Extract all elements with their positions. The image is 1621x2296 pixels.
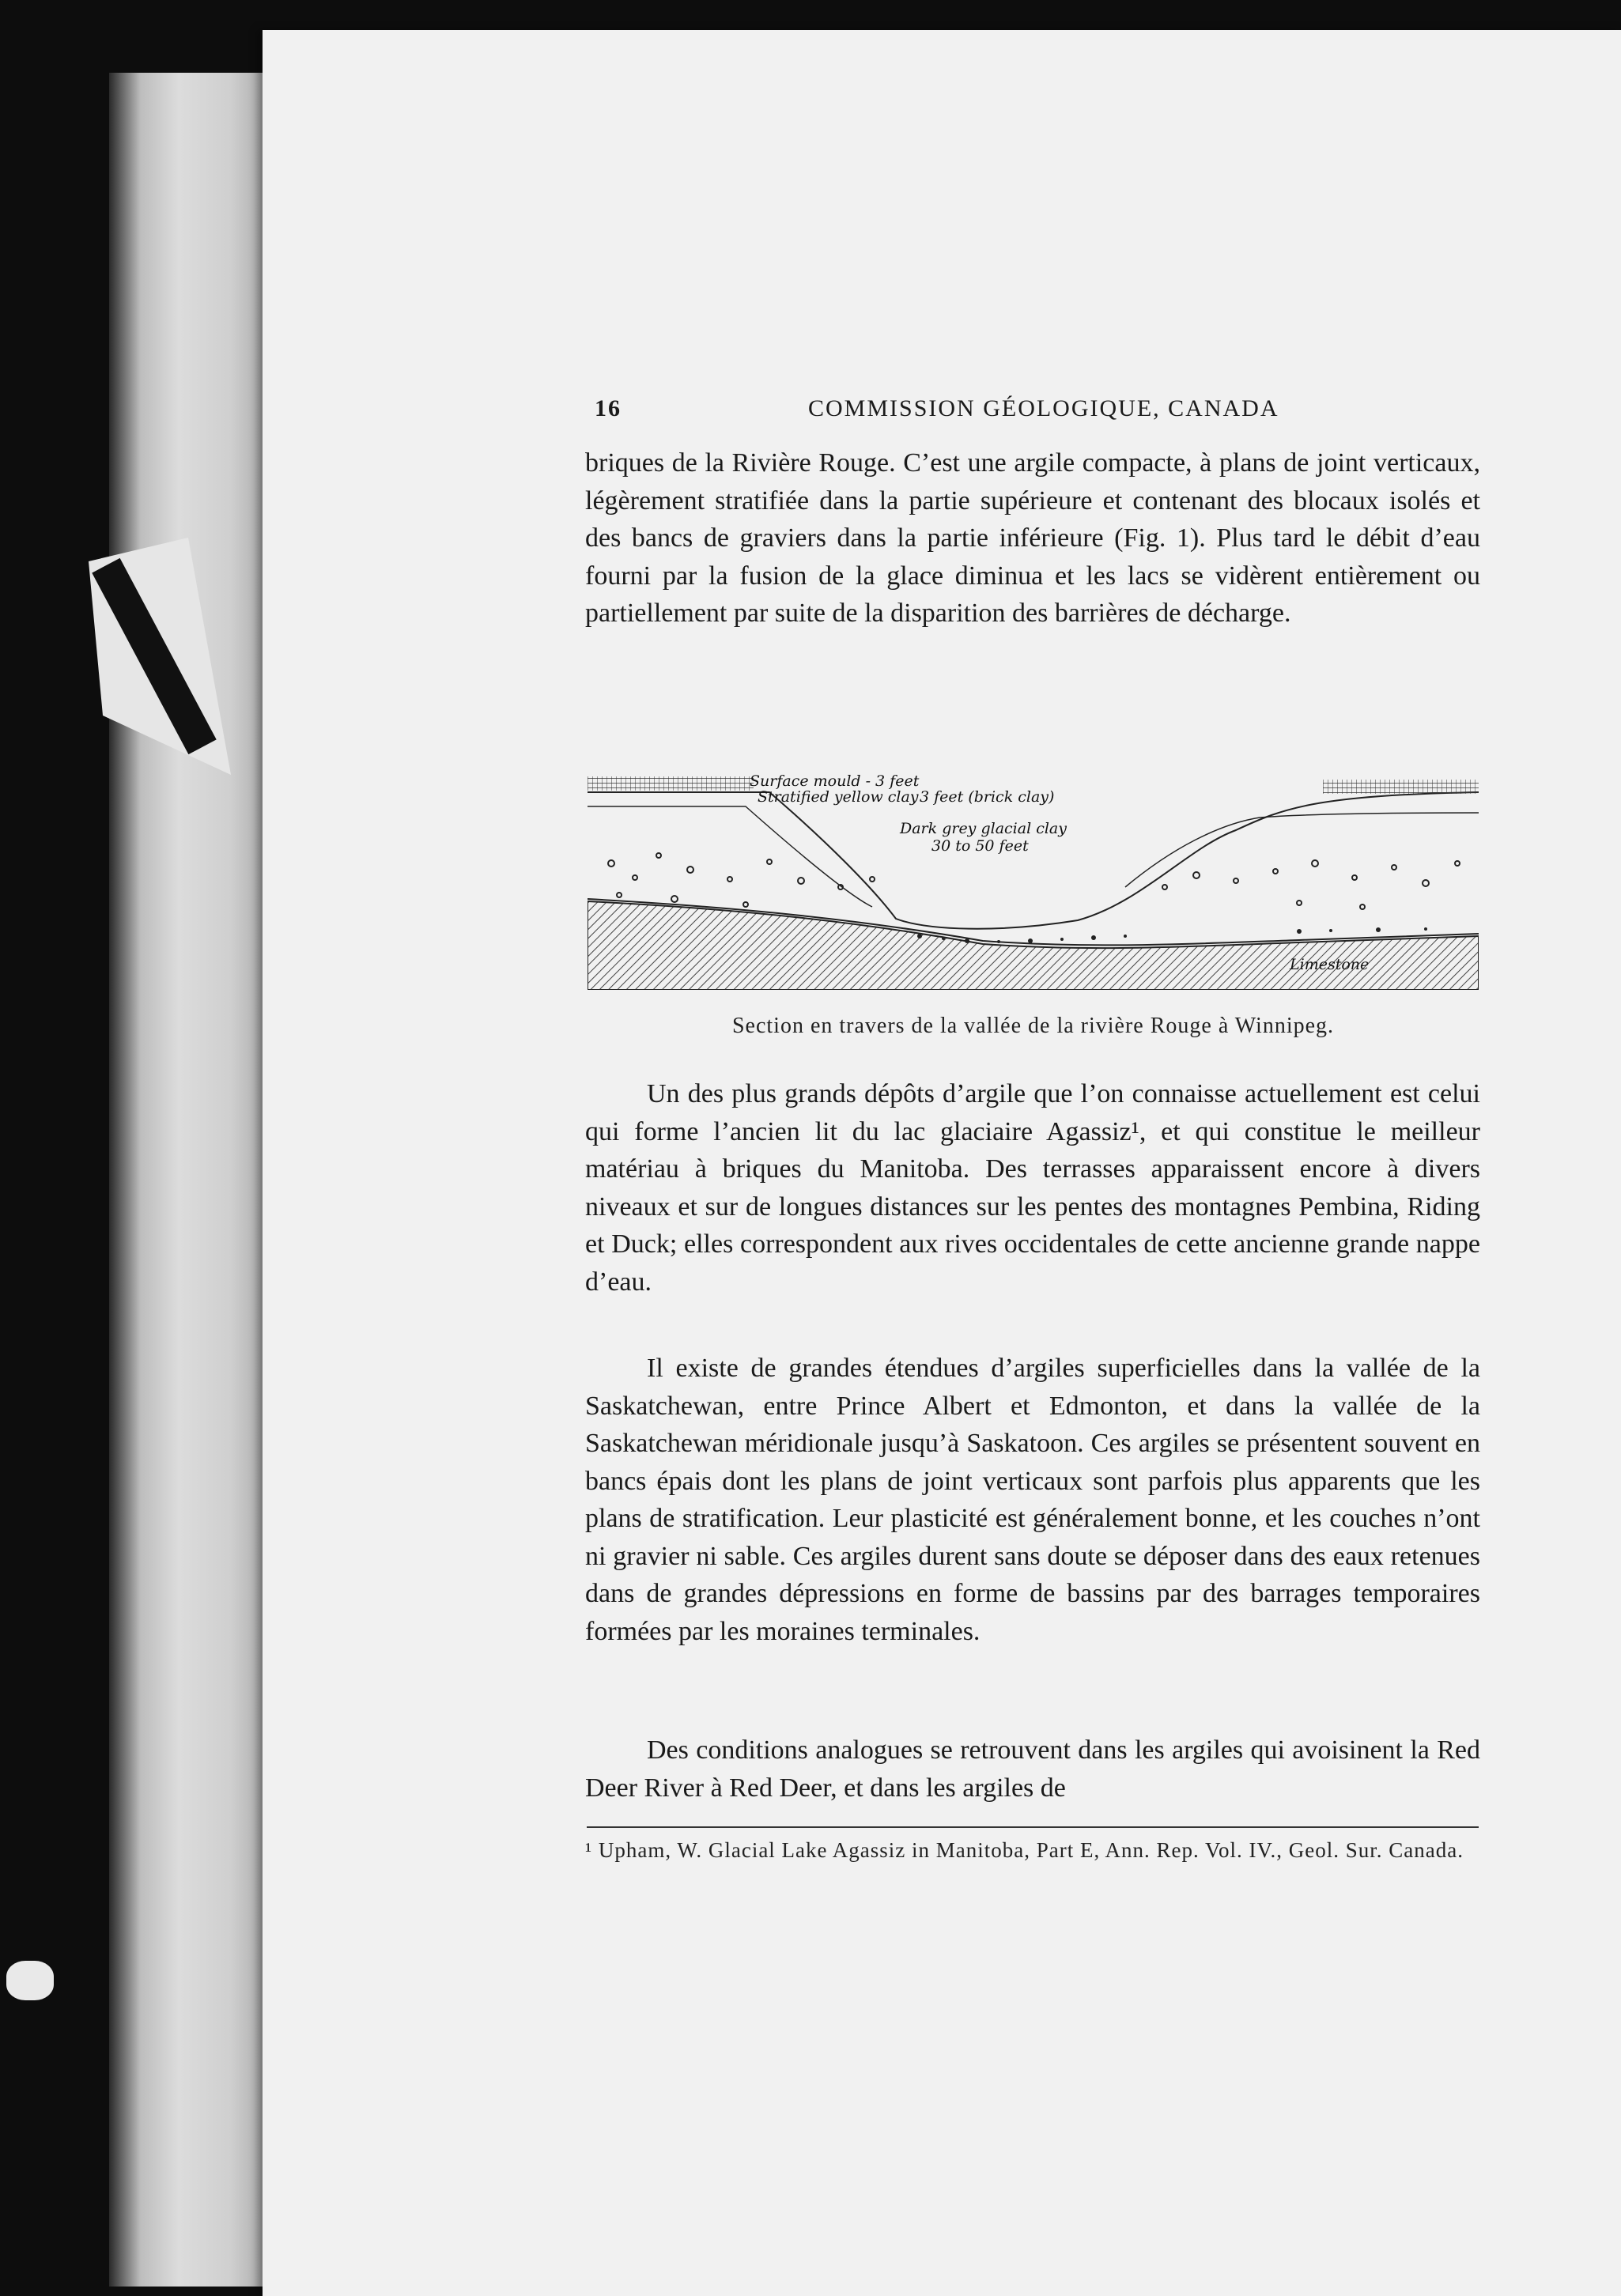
label-brick-clay: 3 feet (brick clay) xyxy=(920,788,1055,806)
label-limestone: Limestone xyxy=(1290,956,1370,973)
cross-section-figure xyxy=(588,768,1479,990)
edge-blot xyxy=(6,1961,54,2000)
footnote: ¹ Upham, W. Glacial Lake Agassiz in Manitoba, Part E, Ann. Rep. Vol. IV., Geol. Sur. Canada. xyxy=(585,1838,1464,1862)
figure-caption: Section en travers de la vallée de la rivière Rouge à Winnipeg. xyxy=(731,1014,1335,1038)
book-edge xyxy=(109,73,283,2287)
surface-mould-left xyxy=(588,776,754,791)
footnote-rule xyxy=(587,1826,1479,1828)
paragraph-2: Un des plus grands dépôts d’argile que l’on connaisse actuellement est celui qui forme l’ancien lit du lac glaciaire Agassiz¹, et qui constitue le meilleur matériau à briques du Manitoba. Des terrasses apparaissent encore à divers niveaux et sur de longues distances sur les pentes des montagnes Pembina, Riding et Duck; elles correspondent aux rives occidentales de cette ancienne grande nappe d’eau. xyxy=(585,1079,1480,1297)
paragraph-3: Il existe de grandes étendues d’argiles superficielles dans la vallée de la Saskatchewan, entre Prince Albert et Edmonton, et dans la vallée de la Saskatchewan méridionale jusqu’à Saskatoon. Ces argiles se présentent souvent en bancs épais dont les plans de joint verticaux sont parfois plus apparents que les plans de stratification. Leur plasticité est généralement bonne, et les couches n’ont ni gravier ni sable. Ces argiles durent sans doute se déposer dans des eaux retenues dans de grandes dépressions en forme de bassins par des barrages temporaires formées par les moraines terminales. xyxy=(585,1354,1480,1646)
paragraph-1: briques de la Rivière Rouge. C’est une argile compacte, à plans de joint verticaux, légèrement stratifiée dans la partie supérieure et contenant des blocaux isolés et des bancs de graviers dans la partie inférieure (Fig. 1). Plus tard le débit d’eau fourni par la fusion de la glace diminua et les lacs se vidèrent entièrement ou partiellement par suite de la disparition des barrières de décharge. xyxy=(585,448,1480,628)
gravel-left xyxy=(608,853,875,907)
paragraph-4: Des conditions analogues se retrouvent dans les argiles qui avoisinent la Red Deer River à Red Deer, et dans les argiles de xyxy=(585,1735,1480,1803)
label-glacial-depth: 30 to 50 feet xyxy=(931,837,1029,855)
page-number: 16 xyxy=(595,395,622,421)
label-stratified-clay: Stratified yellow clay xyxy=(758,788,919,806)
limestone-layer xyxy=(588,901,1479,990)
cross-section-drawing xyxy=(588,768,1479,990)
running-head: COMMISSION GÉOLOGIQUE, CANADA xyxy=(808,395,1279,421)
surface-mould-right xyxy=(1323,780,1479,794)
label-surface-mould: Surface mould - 3 feet xyxy=(750,772,920,790)
label-glacial-clay: Dark grey glacial clay xyxy=(900,820,1067,837)
gravel-right xyxy=(1162,860,1460,909)
